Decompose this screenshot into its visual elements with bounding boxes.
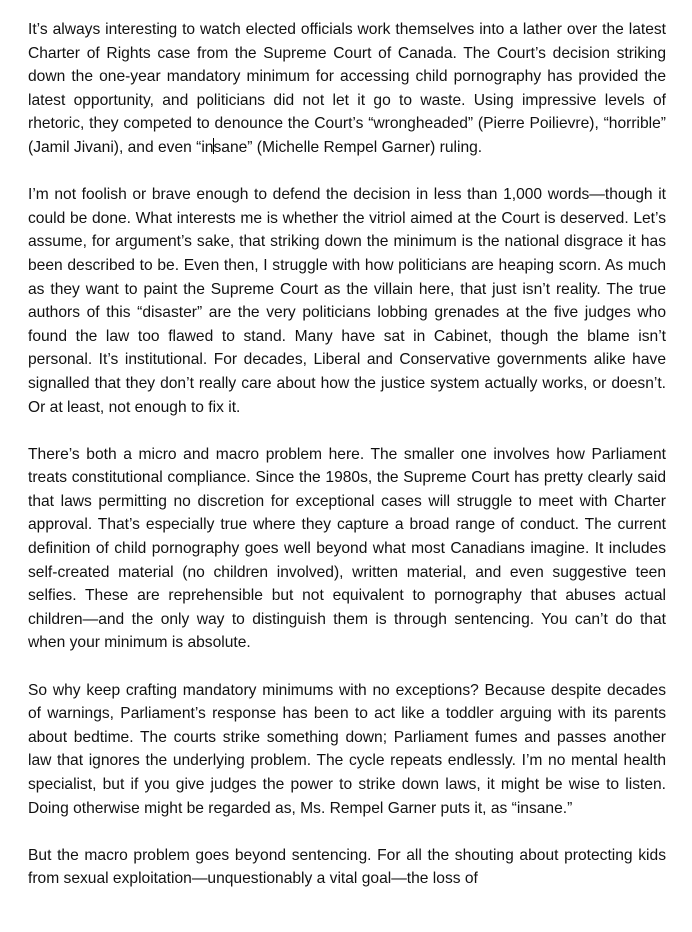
article-body: [28, 18, 666, 915]
paragraph-3: There’s both a micro and macro problem here. The smaller one involves how Parliament treats constitutional compliance. Since the 1980s, the Supreme Court has pretty clearly said that laws permitting no discretion for exceptional cases will struggle to meet with Charter approval. That’s especially true where they capture a broad range of conduct. The current definition of child pornography goes well beyond what most Canadians imagine. It includes self-created material (no children involved), written material, and even suggestive teen selfies. These are reprehensible but not equivalent to pornography that abuses actual children—and the only way to distinguish them is through sentencing. You can’t do that when your minimum is absolute.: [28, 445, 666, 652]
paragraph-4: So why keep crafting mandatory minimums with no exceptions? Because despite decades of warnings, Parliament’s response has been to act like a toddler arguing with its parents about bedtime. The courts strike something down; Parliament fumes and passes another law that ignores the underlying problem. The cycle repeats endlessly. I’m no mental health specialist, but if you give judges the power to strike down laws, it might be wise to listen. Doing otherwise might be regarded as, Ms. Rempel Garner puts it, as “insane.”: [28, 681, 666, 817]
paragraph-2: I’m not foolish or brave enough to defend the decision in less than 1,000 words—though it could be done. What interests me is whether the vitriol aimed at the Court is deserved. Let’s assume, for argument’s sake, that striking down the minimum is the national disgrace it has been described to be. Even then, I struggle with how politicians are heaping scorn. As much as they want to paint the Supreme Court as the villain here, that just isn’t reality. The true authors of this “disaster” are the very politicians lobbing grenades at the five judges who found the law too flawed to stand. Many have sat in Cabinet, though the blame isn’t personal. It’s institutional. For decades, Liberal and Conservative governments alike have signalled that they don’t really care about how the justice system actually works, or doesn’t. Or at least, not enough to fix it.: [28, 186, 666, 416]
paragraph-5: But the macro problem goes beyond sentencing. For all the shouting about protecting kids from sexual exploitation—unquestionably a vital goal—the loss of: [28, 846, 666, 888]
paragraph-1-text-after-cursor: sane” (Michelle Rempel Garner) ruling.: [213, 138, 483, 156]
paragraph-1-text: It’s always interesting to watch elected officials work themselves into a lather over the latest Charter of Rights case from the Supreme Court of Canada. The Court’s decision striking down the one-year mandatory minimum for accessing child pornography has provided the latest opportunity, and politicians did not let it go to waste. Using impressive levels of rhetoric, they competed to denounce the Court’s “wrongheaded” (Pierre Poilievre), “horrible” (Jamil Jivani), and even “in: [28, 21, 666, 156]
paragraph-1: [28, 18, 666, 160]
